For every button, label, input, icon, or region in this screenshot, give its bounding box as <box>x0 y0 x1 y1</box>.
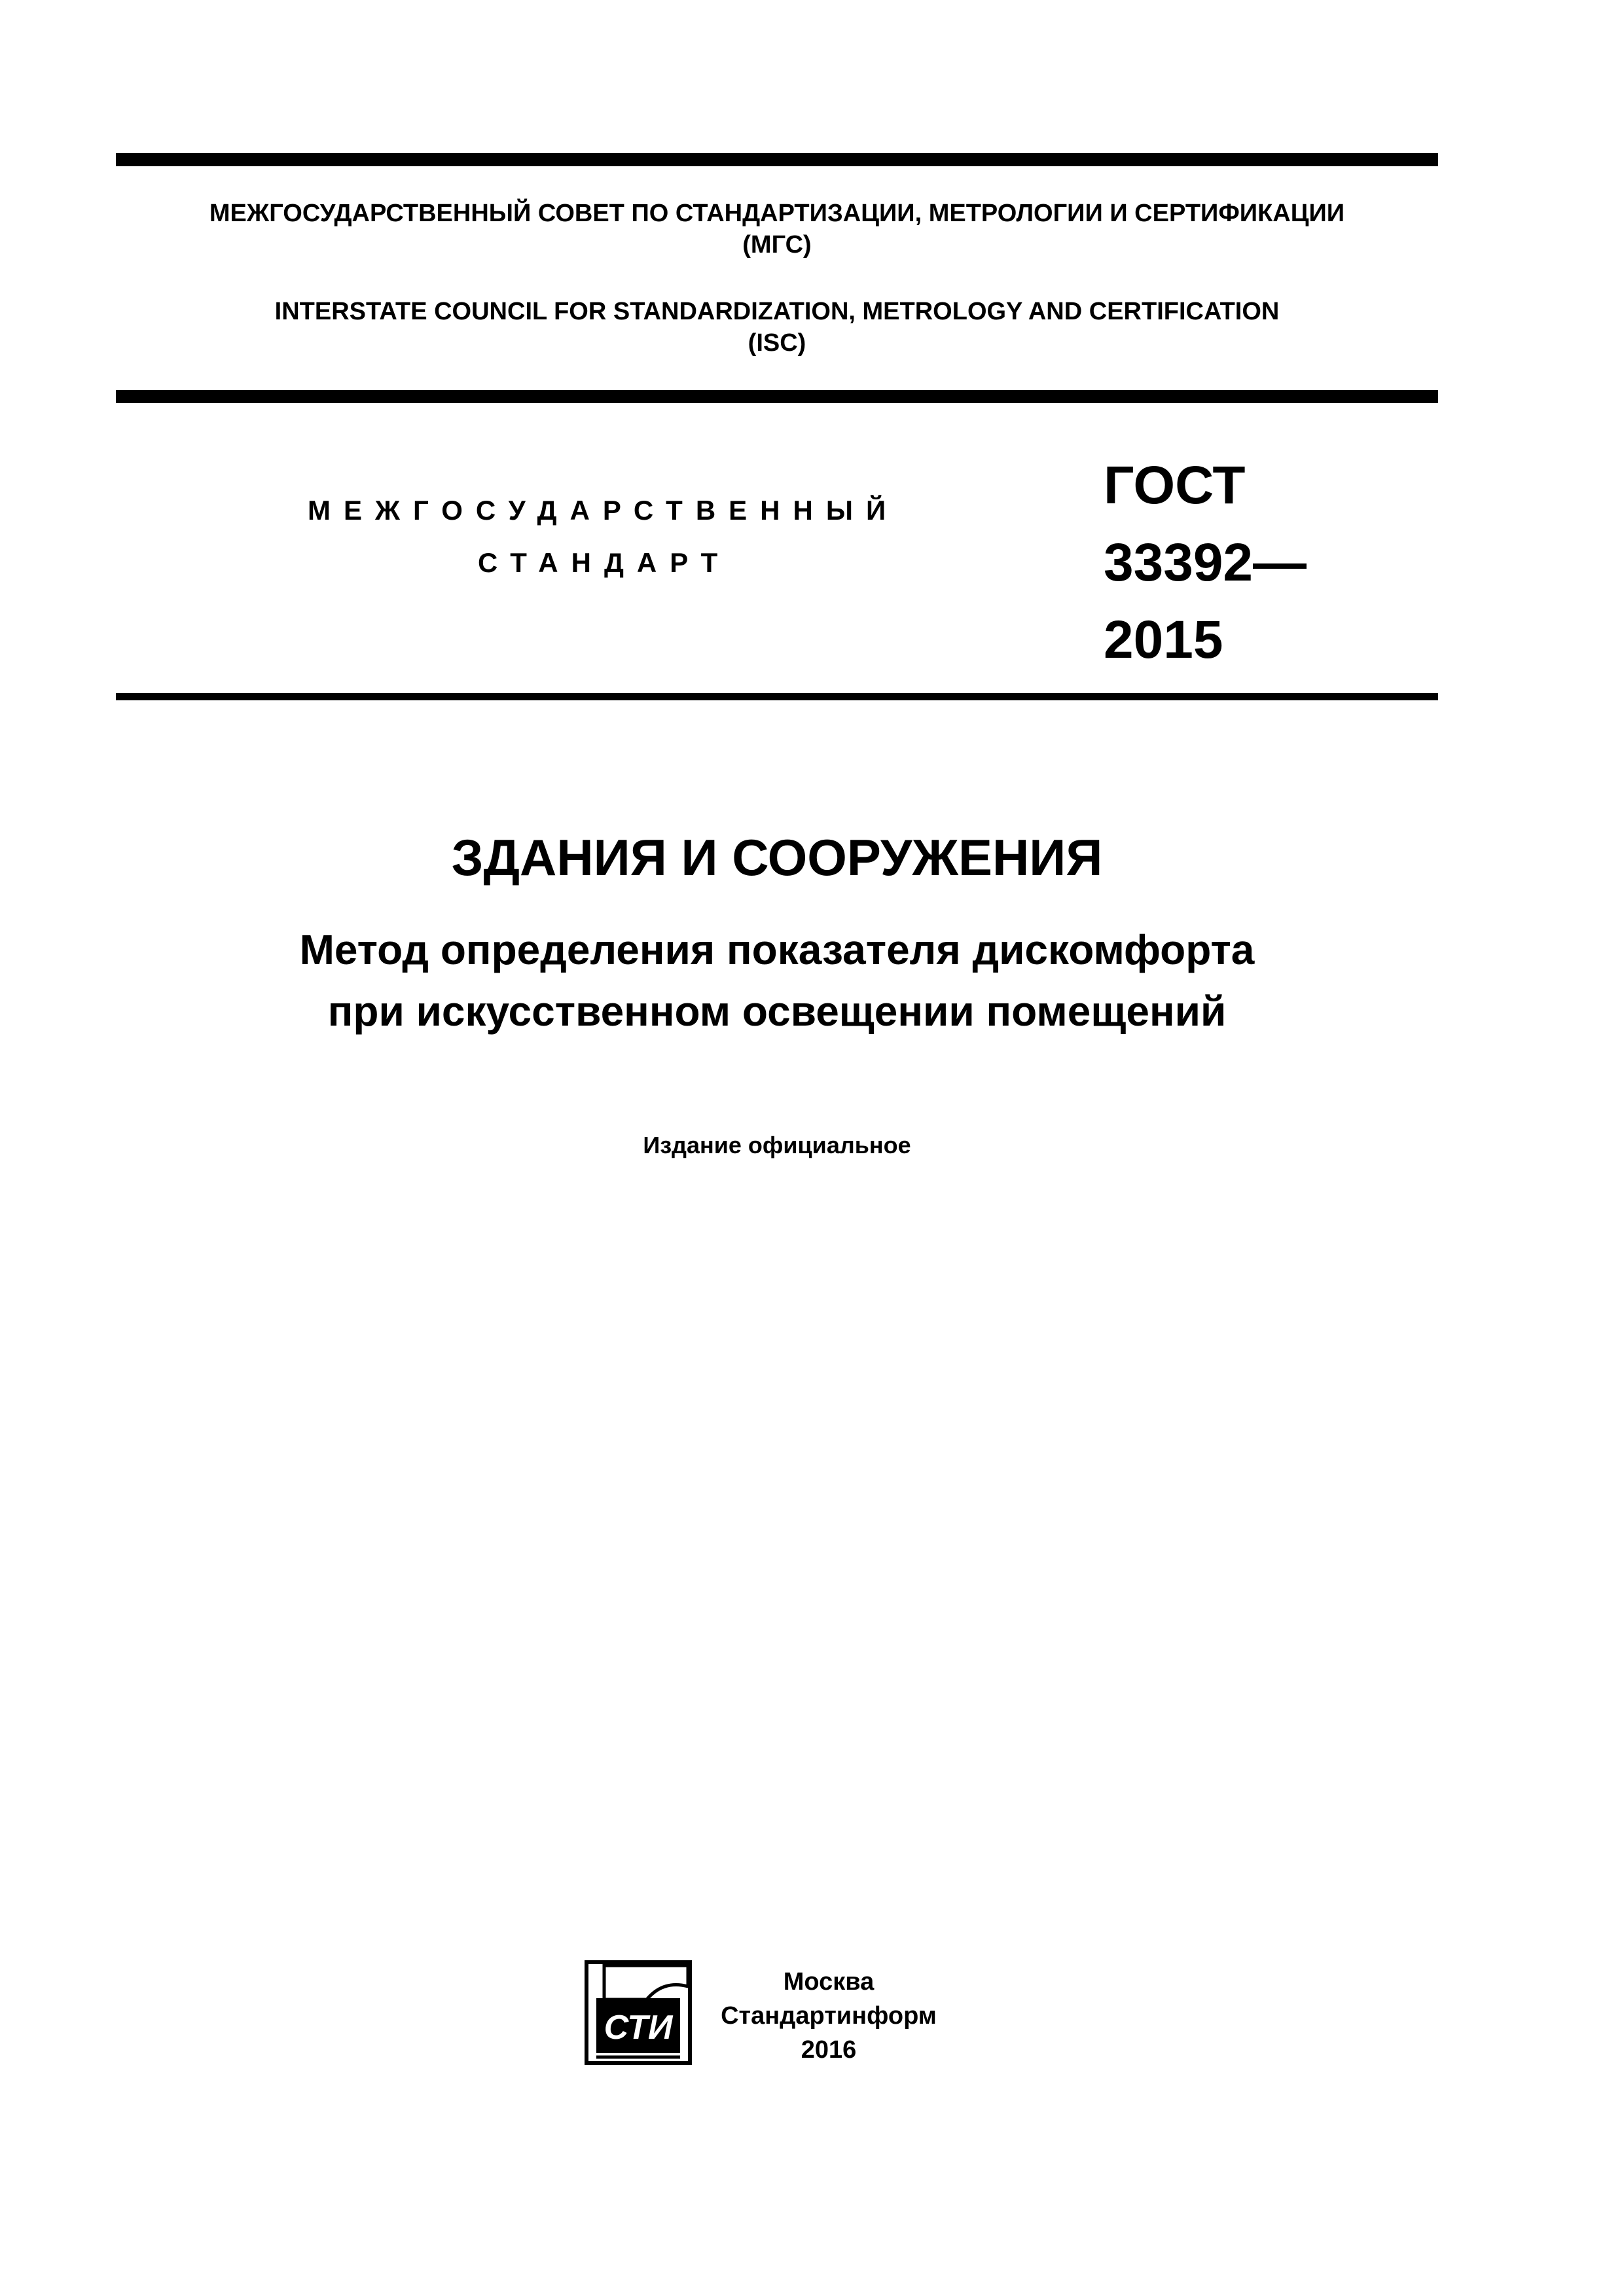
council-name-ru <box>116 198 1438 260</box>
standard-type-line2: СТАНДАРТ <box>478 547 731 578</box>
publisher-name: Стандартинформ <box>721 2002 937 2030</box>
standard-type <box>281 492 899 584</box>
standard-designation <box>1104 447 1307 679</box>
middle-rule <box>116 390 1438 403</box>
top-rule <box>116 153 1438 166</box>
publisher-city: Москва <box>783 1968 875 1996</box>
designation-number: 33392— <box>1104 533 1307 592</box>
subtitle-line2: при искусственном освещении помещений <box>327 988 1227 1035</box>
council-name-en <box>116 296 1438 359</box>
document-title: ЗДАНИЯ И СООРУЖЕНИЯ <box>451 829 1103 886</box>
lower-rule <box>116 693 1438 700</box>
council-name-en-line1: INTERSTATE COUNCIL FOR STANDARDIZATION, METROLOGY AND CERTIFICATION <box>274 298 1280 325</box>
council-name-ru-line1: МЕЖГОСУДАРСТВЕННЫЙ СОВЕТ ПО СТАНДАРТИЗАЦИИ, МЕТРОЛОГИИ И СЕРТИФИКАЦИИ <box>209 200 1345 227</box>
publisher-year: 2016 <box>801 2036 857 2064</box>
standard-type-line1: МЕЖГОСУДАРСТВЕННЫЙ <box>308 495 899 526</box>
edition-note: Издание официальное <box>643 1132 911 1158</box>
publisher-logo-icon <box>585 1960 692 2065</box>
designation-prefix: ГОСТ <box>1104 456 1246 515</box>
publisher-info <box>717 1965 940 2067</box>
designation-year: 2015 <box>1104 610 1223 670</box>
document-subtitle <box>116 919 1438 1042</box>
council-abbr-en: (ISC) <box>748 329 806 357</box>
council-abbr-ru: (МГС) <box>742 231 812 259</box>
svg-text:СТИ: СТИ <box>604 2009 673 2047</box>
subtitle-line1: Метод определения показателя дискомфорта <box>299 926 1255 973</box>
